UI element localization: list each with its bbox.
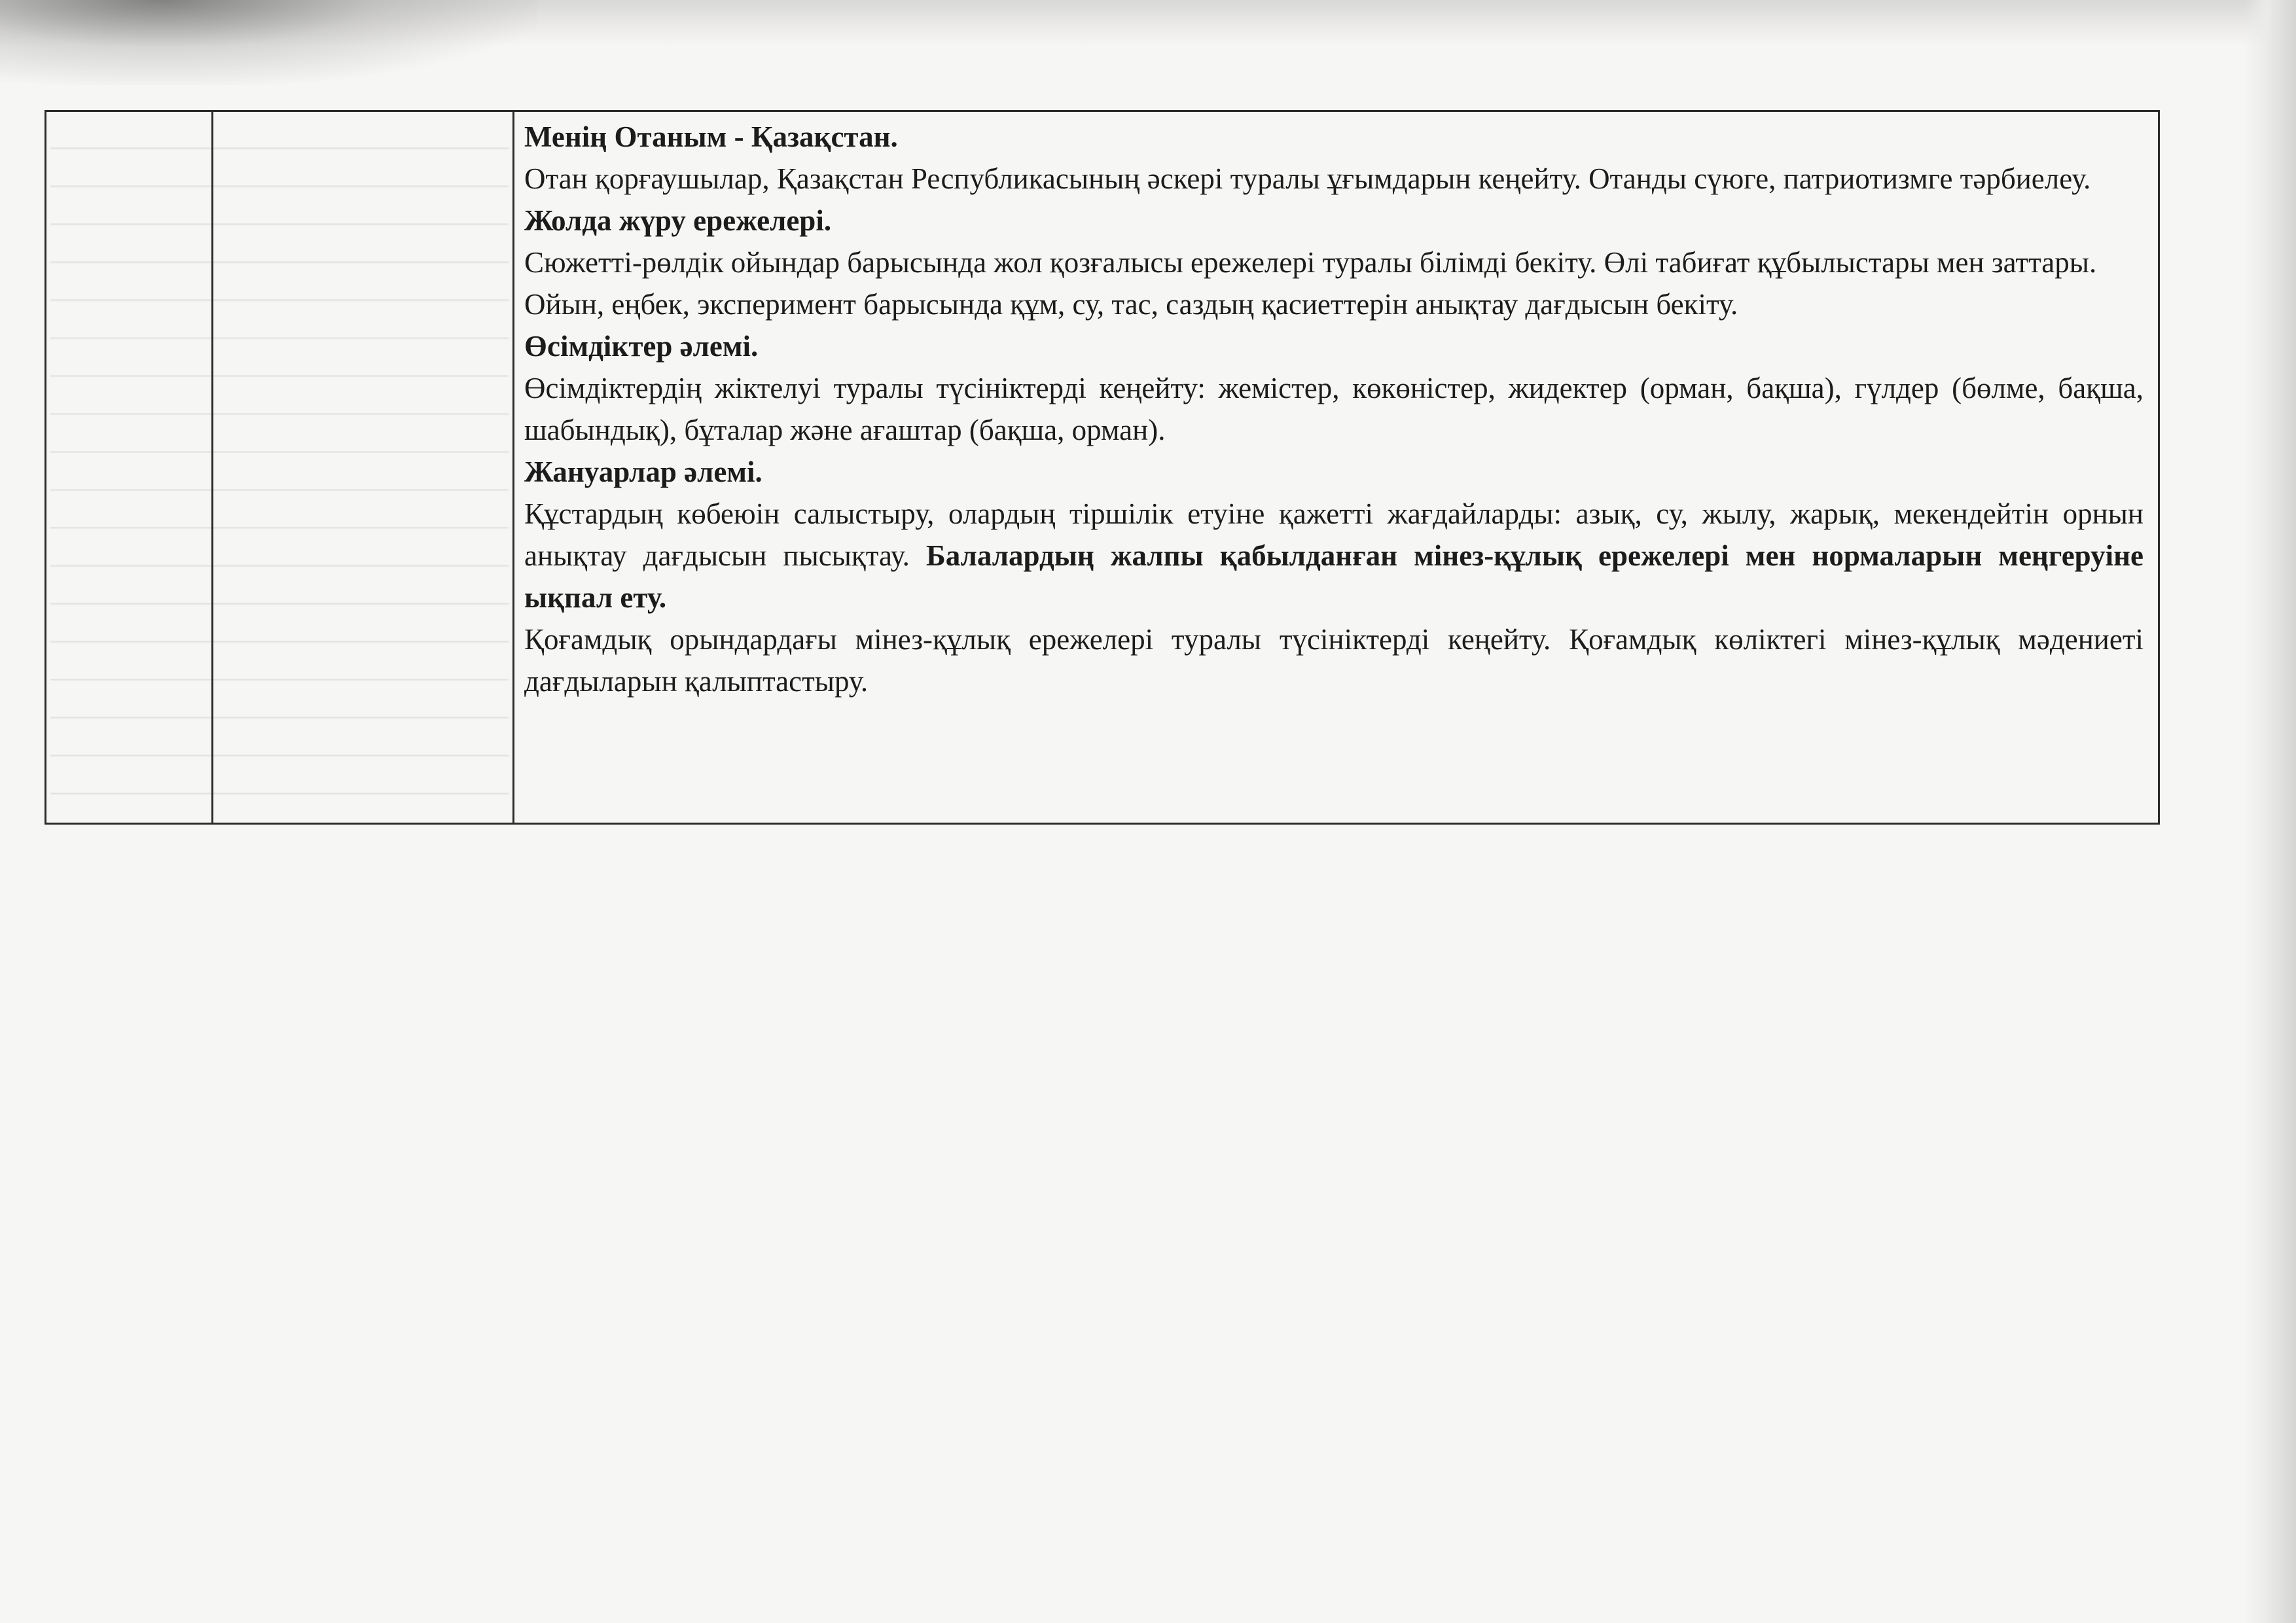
section-body: Ойын, еңбек, эксперимент барысында құм, су, тас, саздың қасиеттерін анықтау дағдысын бекіту. (524, 288, 1738, 321)
section-heading: Жолда жүру ережелері. (524, 204, 832, 237)
content-cell (524, 116, 2144, 702)
scan-shadow-corner (0, 0, 537, 85)
section-body-bold: Балалардың жалпы қабылданған мінез-құлық ережелері мен нормаларын меңгеруіне ықпал ету. (524, 539, 2144, 614)
table-column-divider (211, 112, 213, 823)
section-heading: Өсімдіктер әлемі. (524, 330, 759, 363)
section-body (524, 493, 2144, 618)
plan-table (45, 110, 2160, 825)
section-body: Қоғамдық орындардағы мінез-құлық ережелері туралы түсініктерді кеңейту. Қоғамдық көліктегі мінез-құлық мәдениеті дағдыларын қалыптастыру. (524, 623, 2144, 698)
section-heading: Жануарлар әлемі. (524, 455, 762, 488)
section-body-text: Құстардың көбеюін салыстыру, олардың тіршілік етуіне қажетті жағдайларды: азық, су, жылу, жарық, мекендейтін орнын анықтау дағдысын пысықтау. (524, 497, 2144, 572)
section-body: Сюжетті-рөлдік ойындар барысында жол қозғалысы ережелері туралы білімді бекіту. Өлі табиғат құбылыстары мен заттары. (524, 246, 2097, 279)
section-body: Отан қорғаушылар, Қазақстан Республикасының әскері туралы ұғымдарын кеңейту. Отанды сүюге, патриотизмге тәрбиелеу. (524, 162, 2091, 195)
bleed-through-lines (50, 112, 509, 823)
scan-shadow-right (2244, 0, 2296, 1623)
section-heading: Менің Отаным - Қазақстан. (524, 120, 898, 153)
section-body: Өсімдіктердің жіктелуі туралы түсініктерді кеңейту: жемістер, көкөністер, жидектер (орман, бақша), гүлдер (бөлме, бақша, шабындық), бұталар және ағаштар (бақша, орман). (524, 372, 2144, 446)
table-column-divider (512, 112, 514, 823)
